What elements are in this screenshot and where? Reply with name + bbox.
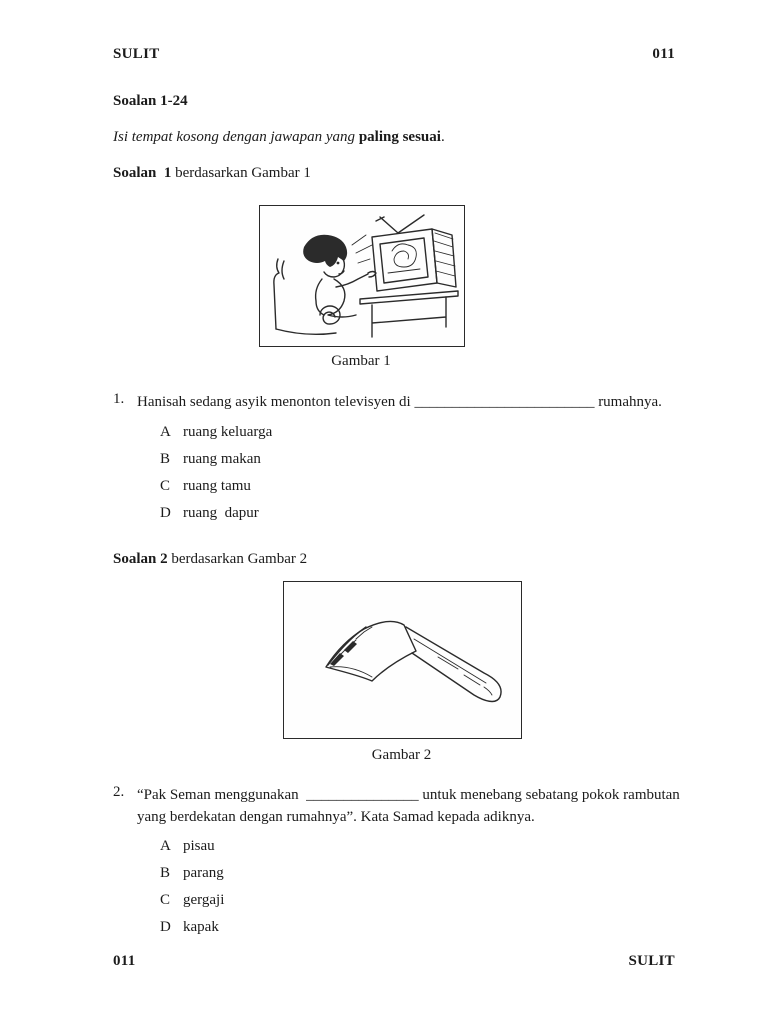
question-1-number: 1. <box>113 391 125 407</box>
question-1-option-a[interactable] <box>160 424 272 451</box>
question-2 <box>113 784 682 828</box>
option-text: ruang dapur <box>183 505 259 521</box>
figure-2-caption: Gambar 2 <box>371 747 432 763</box>
question-1 <box>113 391 675 413</box>
option-text: ruang makan <box>183 451 261 467</box>
question-2-option-c[interactable] <box>160 892 224 919</box>
header-confidential-label: SULIT <box>113 46 160 62</box>
footer-paper-code: 011 <box>113 953 136 969</box>
figure-1-box <box>259 205 465 347</box>
question-2-option-d[interactable] <box>160 919 224 946</box>
instruction-period: . <box>440 129 445 145</box>
question-1-options <box>160 424 272 532</box>
question-2-number: 2. <box>113 784 125 800</box>
question-1-option-b[interactable] <box>160 451 272 478</box>
section-range-title: Soalan 1-24 <box>113 93 188 109</box>
question-2-text: “Pak Seman menggunakan _______________ untuk menebang sebatang pokok rambutan yang berdekatan dengan rumahnya”. Kata Samad kepada adiknya. <box>137 787 684 825</box>
question-2-heading-rest: berdasarkan Gambar 2 <box>167 551 308 567</box>
option-letter: C <box>160 892 171 908</box>
option-text: parang <box>183 865 224 881</box>
option-letter: C <box>160 478 171 494</box>
question-2-heading <box>113 551 307 568</box>
option-letter: B <box>160 451 171 467</box>
page-footer <box>113 953 675 970</box>
question-2-option-b[interactable] <box>160 865 224 892</box>
question-2-option-a[interactable] <box>160 838 224 865</box>
option-letter: A <box>160 424 171 440</box>
page-header <box>113 46 675 63</box>
option-text: kapak <box>183 919 219 935</box>
question-1-heading <box>113 165 311 182</box>
option-text: ruang keluarga <box>183 424 273 440</box>
option-letter: A <box>160 838 171 854</box>
instruction-italic-part: Isi tempat kosong dengan jawapan yang <box>113 129 359 145</box>
question-1-heading-rest: berdasarkan Gambar 1 <box>171 165 311 181</box>
option-letter: B <box>160 865 171 881</box>
question-1-heading-bold: Soalan 1 <box>113 165 172 181</box>
option-text: ruang tamu <box>183 478 251 494</box>
option-letter: D <box>160 505 171 521</box>
question-1-text: Hanisah sedang asyik menonton televisyen di ________________________ rumahnya. <box>137 394 662 410</box>
footer-confidential-label: SULIT <box>628 953 675 969</box>
child-watching-tv-illustration <box>264 211 460 341</box>
instruction-bold-part: paling sesuai <box>358 129 441 145</box>
question-1-option-c[interactable] <box>160 478 272 505</box>
option-text: gergaji <box>183 892 225 908</box>
header-paper-code: 011 <box>652 46 675 62</box>
option-text: pisau <box>183 838 215 854</box>
option-letter: D <box>160 919 171 935</box>
section-instruction <box>113 129 445 146</box>
question-2-heading-bold: Soalan 2 <box>113 551 168 567</box>
axe-illustration <box>288 587 517 733</box>
question-2-options <box>160 838 224 946</box>
figure-1-caption: Gambar 1 <box>331 353 391 369</box>
question-1-option-d[interactable] <box>160 505 272 532</box>
figure-2-box <box>283 581 522 739</box>
